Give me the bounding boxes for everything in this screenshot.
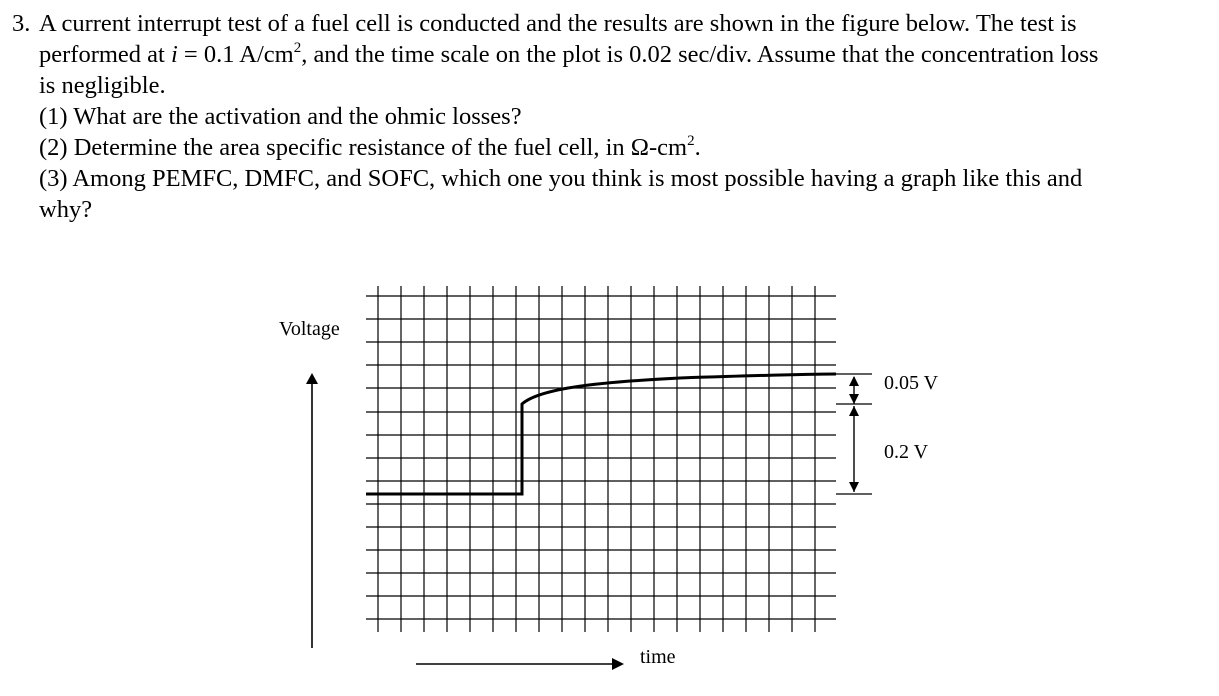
dimension-marker-large xyxy=(836,404,872,494)
current-density-variable: i xyxy=(170,41,178,68)
question-line-1: 3. A current interrupt test of a fuel cell is conducted and the results are shown in the figure below. The test is xyxy=(12,10,1077,37)
annotation-0-05-v: 0.05 V xyxy=(884,372,939,394)
question-number: 3. xyxy=(12,10,31,37)
sub-question-3: (3) Among PEMFC, DMFC, and SOFC, which one you think is most possible having a graph like this and xyxy=(39,165,1083,192)
voltage-trace xyxy=(366,374,836,494)
sub-question-3-continued: why? xyxy=(39,196,93,223)
annotation-0-2-v: 0.2 V xyxy=(884,441,929,463)
question-line-3: is negligible. xyxy=(39,72,166,99)
sub-question-1: (1) What are the activation and the ohmic losses? xyxy=(39,103,522,130)
time-axis-arrow xyxy=(416,658,624,670)
dimension-marker-small xyxy=(836,374,872,404)
y-axis-label: Voltage xyxy=(279,318,340,340)
question-line-2: performed at i = 0.1 $A/cm^2$, and the time scale on the plot is 0.02 sec/div. Assume that the concentration loss xyxy=(39,39,1099,68)
sub-question-2: (2) Determine the area specific resistance of the fuel cell, in $\Omega-cm^2$. xyxy=(39,132,701,161)
oscilloscope-grid xyxy=(366,286,836,632)
voltage-axis-arrow xyxy=(306,373,318,648)
x-axis-label: time xyxy=(640,646,676,668)
